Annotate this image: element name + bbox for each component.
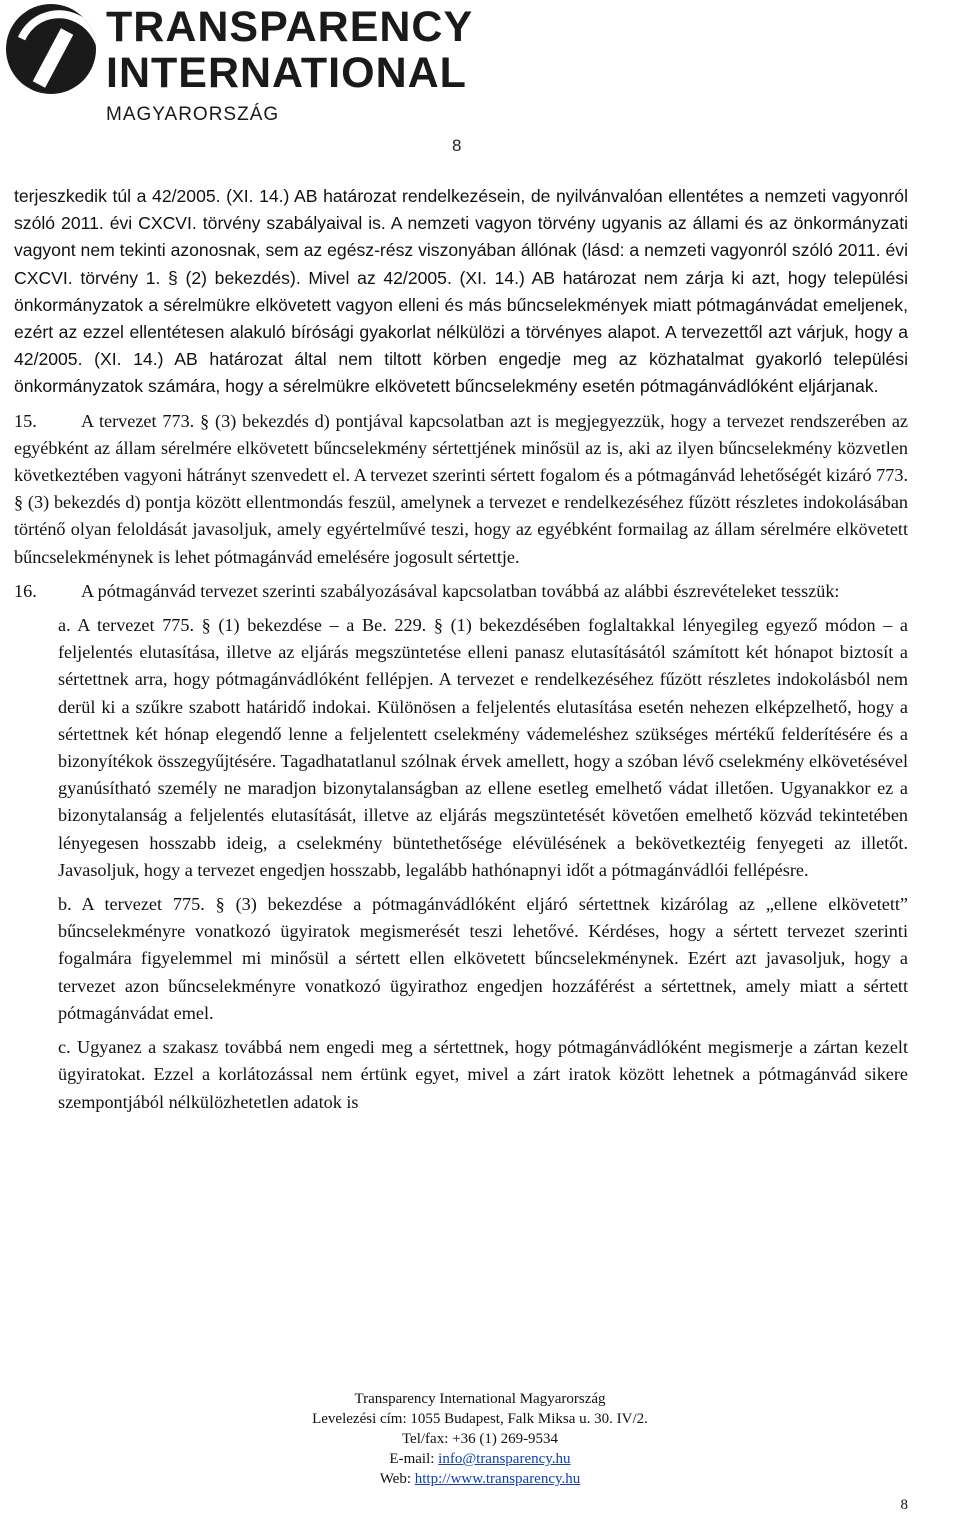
footer-page-number: 8 [900,1497,908,1513]
paragraph-text: A tervezet 773. § (3) bekezdés d) pontjával kapcsolatban azt is megjegyezzük, hogy a tervezet rendszerében az egyébként az állam sérelmére elkövetett bűncselekmény sértettjének minősül az is, aki az ilyen bűncselekmény közvetlen következtében vagyoni hátrányt szenvedett el. A tervezet szerinti sértett fogalom és a pótmagánvád lehetőségét kizáró 773. § (3) bekezdés d) pontja között ellentmondás feszül, amelynek a tervezet e rendelkezéséhez fűzött részletes indokolásában történő olyan feloldását javasoljuk, amely egyértelművé teszi, hogy az egyébként formailag az állam sérelmére elkövetett bűncselekménynek is lehet pótmagánvád emelésére jogosult sértettje. [14,410,908,567]
footer-address: Levelezési cím: 1055 Budapest, Falk Miksa u. 30. IV/2. [312,1411,648,1427]
footer-email-label: E-mail: [389,1451,439,1467]
subparagraph-a: a. A tervezet 775. § (1) bekezdése – a Be. 229. § (1) bekezdésében foglaltakkal lényegileg egyező módon – a feljelentés elutasítása, illetve az eljárás megszüntetése elleni panasz elutasításától számított két hónapot biztosít a sértettnek arra, hogy pótmagánvádlóként fellépjen. A tervezet e rendelkezéséhez fűzött részletes indokolásból nem derül ki a szűkre szabott határidő indokai. Különösen a feljelentés elutasítása esetén nehezen elképzelhető, hogy a sértettnek két hónap elegendő lenne a feljelentett cselekmény vádemeléshez szükséges mértékű felderítésére és a bizonyítékok összegyűjtésére. Tagadhatatlanul szólnak érvek amellett, hogy a szóban lévő cselekmény elkövetésével gyanúsítható személy ne maradjon bizonytalanságban az ellene esetleg emelhető vádat illetően. Ugyanakkor ez a bizonytalanság a feljelentés elutasítását, illetve az eljárás megszüntetését követően emelhető közvád tekintetében lényegesen hosszabb ideig, a cselekmény büntethetősége elévülésének a bekövetkeztéig fenyegeti az illetőt. Javasoljuk, hogy a tervezet engedjen hosszabb, legalább hathónapnyi időt a pótmagánvádlói fellépésre. [58,615,908,880]
subparagraph-c: c. Ugyanez a szakasz továbbá nem engedi meg a sértettnek, hogy pótmagánvádlóként megismerje a zártan kezelt ügyiratokat. Ezzel a korlátozással nem értünk egyet, mivel a zárt iratok között lehetnek a pótmagánvád sikere szempontjából nélkülözhetetlen adatok is [58,1037,908,1112]
transparency-international-logo [6,4,476,126]
logo-subtitle: MAGYARORSZÁG [106,104,280,125]
footer-email-line [0,1449,960,1469]
footer-email-link[interactable]: info@transparency.hu [438,1451,571,1467]
paragraph-15 [14,408,908,571]
header-page-number: 8 [452,136,462,155]
footer-org: Transparency International Magyarország [354,1391,606,1407]
footer-web-link[interactable]: http://www.transparency.hu [414,1471,581,1487]
subparagraph-b: b. A tervezet 775. § (3) bekezdése a pótmagánvádlóként eljáró sértettnek kizárólag az „ellene elkövetett” bűncselekményre vonatkozó ügyiratok megismerését teszi lehetővé. Kérdéses, hogy a sértett tervezet szerinti fogalmára figyelemmel mi minősül a sértett ellen elkövetett bűncselekménynek. Ezért azt javasoljuk, hogy a tervezet azon bűncselekményre vonatkozó ügyirathoz engedjen hozzáférést a sértettnek, amely miatt a sértett pótmagánvádat emel. [58,894,908,1023]
paragraph-16 [14,578,908,605]
footer-web-label: Web: [379,1471,415,1487]
footer-phone: Tel/fax: +36 (1) 269-9534 [401,1431,559,1447]
logo-text-line2: INTERNATIONAL [106,49,467,97]
document-body [14,183,908,1116]
paragraph-intro: terjeszkedik túl a 42/2005. (XI. 14.) AB határozat rendelkezésein, de nyilvánvalóan ellentétes a nemzeti vagyonról szóló 2011. évi CXCVI. törvény szabályaival is. A nemzeti vagyon törvény ugyanis az állami és az önkormányzati vagyont nem tekinti azonosnak, sem az egész-rész viszonyában állónak (lásd: a nemzeti vagyonról szóló 2011. évi CXCVI. törvény 1. § (2) bekezdés). Mivel az 42/2005. (XI. 14.) AB határozat nem zárja ki azt, hogy települési önkormányzatok a sérelmükre elkövetett vagyon elleni és más bűncselekmények miatt pótmagánvádat emeljenek, ezért az ezzel ellentétesen alakuló bírósági gyakorlat nélkülözi a törvényes alapot. A tervezettől azt várjuk, hogy a 42/2005. (XI. 14.) AB határozat által nem tiltott körben engedje meg az közhatalmat gyakorló települési önkormányzatok számára, hogy a sérelmükre elkövetett bűncselekmény esetén pótmagánvádlóként eljárjanak. [14,186,908,397]
logo-text-line1: TRANSPARENCY [106,3,474,51]
paragraph-text: A pótmagánvád tervezet szerinti szabályozásával kapcsolatban továbbá az alábbi észrevételeket tesszük: [81,580,840,601]
paragraph-number: 15. [14,410,37,431]
page-footer [0,1389,960,1489]
paragraph-number: 16. [14,580,37,601]
footer-web-line [0,1469,960,1489]
logo-mark-icon [6,4,96,94]
